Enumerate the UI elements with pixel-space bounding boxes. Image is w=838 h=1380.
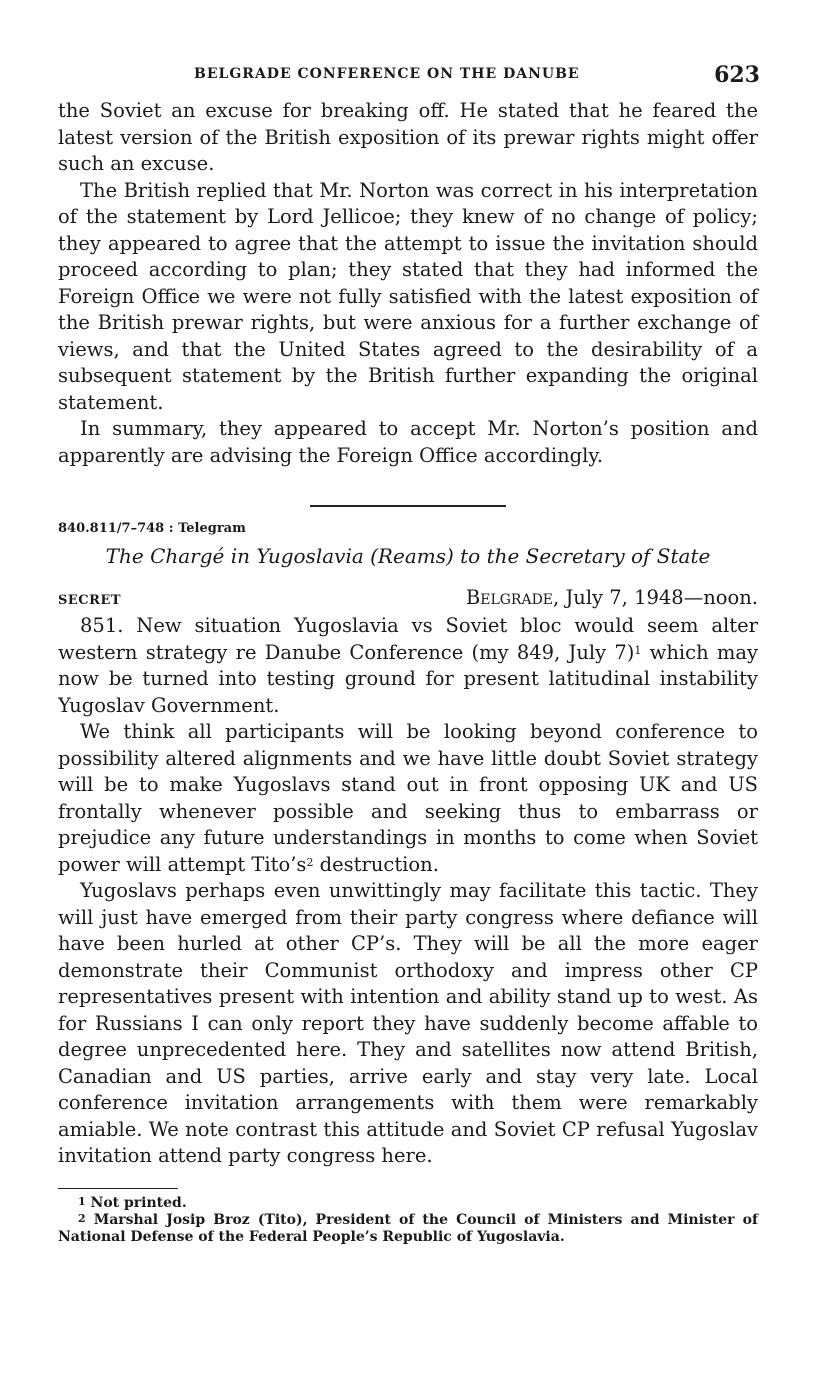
dateline bbox=[466, 586, 758, 609]
telegram-text: We think all participants will be looking beyond conference to possibility altered alignments and we have little doubt Soviet strategy will be to make Yugoslavs stand out in front opposing UK and US frontally whenever possible and seeking thus to embarrass or prejudice any future understandings in months to come when Soviet power will attempt Tito’s bbox=[58, 720, 758, 876]
telegram-text: destruction. bbox=[313, 852, 439, 876]
file-reference: 840.811/7–748 : Telegram bbox=[58, 521, 246, 536]
section-divider bbox=[310, 505, 506, 507]
footnote-divider bbox=[58, 1188, 178, 1189]
footnote-text: Not printed. bbox=[85, 1194, 187, 1211]
footnote-1 bbox=[58, 1195, 758, 1212]
dateline-place: Belgrade bbox=[465, 586, 554, 609]
telegram-paragraph-tactic: Yugoslavs perhaps even unwittingly may facilitate this tactic. They will just have emerged from their party congress where defiance will have been hurled at other CP’s. They will be all the more eager demonstrate their Communist orthodoxy and impress other CP representatives present with intention and ability stand up to west. As for Russians I can only report they have suddenly become affable to degree unprecedented here. They and satellites now attend British, Canadian and US parties, arrive early and stay very late. Local conference invitation arrangements with them were remarkably amiable. We note contrast this attitude and Soviet CP refusal Yugoslav invitation attend party congress here. bbox=[58, 879, 758, 1167]
telegram-text: 851. New situation Yugoslavia vs Soviet bloc would seem alter western strategy re Danube Conference (my 849, July 7) bbox=[58, 614, 758, 664]
running-head bbox=[58, 58, 758, 98]
classification-label: SECRET bbox=[58, 593, 122, 608]
document-page bbox=[58, 58, 758, 1246]
footnote-2 bbox=[58, 1212, 758, 1246]
document-title: The Chargé in Yugoslavia (Reams) to the Secretary of State bbox=[105, 544, 711, 568]
telegram-text: which may now be turned into testing ground for present latitudinal instability Yugoslav Government. bbox=[58, 640, 759, 717]
dateline-row bbox=[58, 586, 758, 609]
footnote-mark: 2 bbox=[78, 1211, 86, 1225]
footnote-text: Marshal Josip Broz (Tito), President of the Council of Ministers and Minister of National Defense of the Federal People’s Republic of Yugoslavia. bbox=[58, 1211, 758, 1245]
footnote-mark: 1 bbox=[78, 1194, 86, 1208]
paragraph-british-reply: The British replied that Mr. Norton was correct in his interpretation of the statement by Lord Jellicoe; they knew of no change of policy; they appeared to agree that the attempt to issue the invitation should proceed according to plan; they stated that they had informed the Foreign Office we were not fully satisfied with the latest exposition of the British prewar rights, but were anxious for a further exchange of views, and that the United States agreed to the desirability of a subsequent statement by the British further expanding the original statement. bbox=[58, 178, 758, 414]
page-number: 623 bbox=[714, 62, 760, 88]
running-title: BELGRADE CONFERENCE ON THE DANUBE bbox=[194, 66, 580, 82]
telegram-paragraph-851 bbox=[58, 613, 758, 719]
telegram-paragraph-strategy bbox=[58, 719, 758, 878]
dateline-date: , July 7, 1948—noon. bbox=[553, 586, 758, 609]
paragraph-continuation: the Soviet an excuse for breaking off. He stated that he feared the latest version of the British exposition of its prewar rights might offer such an excuse. bbox=[58, 99, 758, 175]
footnote-ref-1: 1 bbox=[634, 643, 642, 657]
paragraph-summary: In summary, they appeared to accept Mr. Norton’s position and apparently are advising the Foreign Office accordingly. bbox=[58, 417, 758, 467]
footnote-ref-2: 2 bbox=[306, 855, 314, 869]
